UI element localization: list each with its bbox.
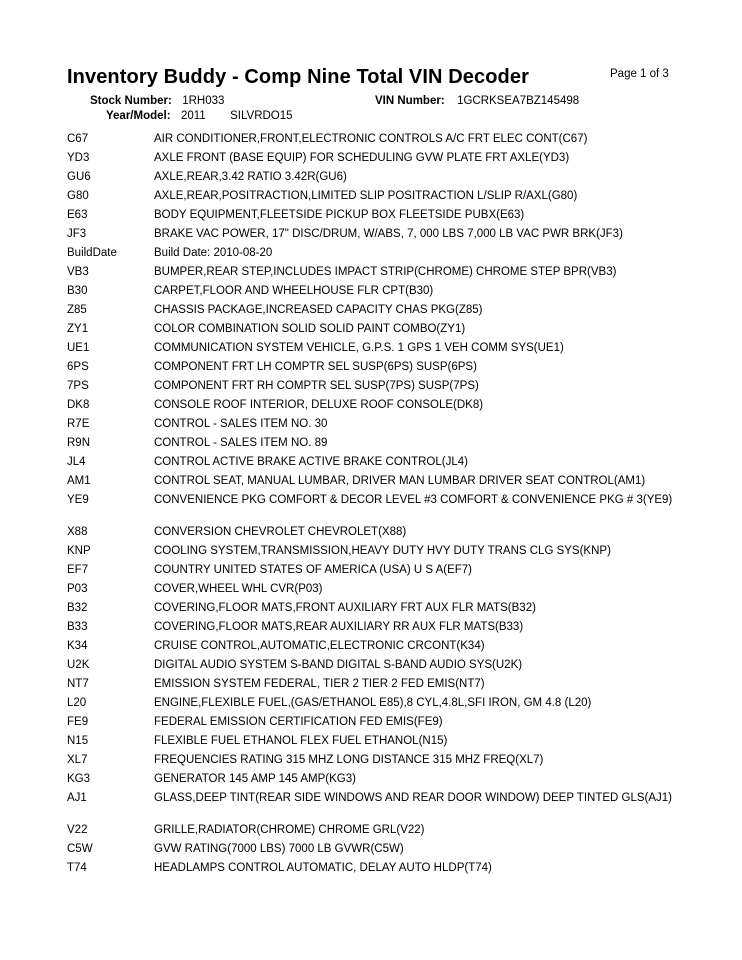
option-code: VB3: [67, 266, 89, 278]
option-code: ZY1: [67, 323, 89, 335]
option-description: CONSOLE ROOF INTERIOR, DELUXE ROOF CONSOLE(DK8): [154, 399, 484, 411]
option-description: ENGINE,FLEXIBLE FUEL,(GAS/ETHANOL E85),8 CYL,4.8L,SFI IRON, GM 4.8 (L20): [154, 697, 592, 709]
option-code: C67: [67, 133, 89, 145]
option-description: BUMPER,REAR STEP,INCLUDES IMPACT STRIP(CHROME) CHROME STEP BPR(VB3): [154, 266, 617, 278]
option-code: E63: [67, 209, 88, 221]
option-code: T74: [67, 862, 87, 874]
option-code: JF3: [67, 228, 87, 240]
option-code: DK8: [67, 399, 90, 411]
stock-number-value: 1RH033: [182, 95, 225, 107]
option-description: EMISSION SYSTEM FEDERAL, TIER 2 TIER 2 FED EMIS(NT7): [154, 678, 485, 690]
option-description: AXLE,REAR,POSITRACTION,LIMITED SLIP POSITRACTION L/SLIP R/AXL(G80): [154, 190, 578, 202]
option-code: B32: [67, 602, 88, 614]
option-row: [67, 456, 677, 475]
option-row: [67, 843, 677, 862]
option-row: [67, 228, 677, 247]
option-row: [67, 583, 677, 602]
option-description: CONTROL - SALES ITEM NO. 89: [154, 437, 328, 449]
option-row: [67, 792, 677, 824]
option-row: [67, 285, 677, 304]
option-row: [67, 602, 677, 621]
option-description: CRUISE CONTROL,AUTOMATIC,ELECTRONIC CRCONT(K34): [154, 640, 485, 652]
option-row: [67, 190, 677, 209]
page-title: Inventory Buddy - Comp Nine Total VIN Decoder: [67, 66, 529, 88]
option-code: EF7: [67, 564, 89, 576]
option-code: JL4: [67, 456, 86, 468]
option-row: [67, 494, 677, 526]
option-code: X88: [67, 526, 88, 538]
year-value: 2011: [180, 110, 206, 122]
option-description: CHASSIS PACKAGE,INCREASED CAPACITY CHAS PKG(Z85): [154, 304, 483, 316]
option-row: [67, 526, 677, 545]
option-code: L20: [67, 697, 87, 709]
option-description: GRILLE,RADIATOR(CHROME) CHROME GRL(V22): [154, 824, 425, 836]
option-row: [67, 361, 677, 380]
option-description: COOLING SYSTEM,TRANSMISSION,HEAVY DUTY HVY DUTY TRANS CLG SYS(KNP): [154, 545, 611, 557]
option-row: [67, 754, 677, 773]
option-code: AM1: [67, 475, 91, 487]
option-row: [67, 209, 677, 228]
option-description: COUNTRY UNITED STATES OF AMERICA (USA) U S A(EF7): [154, 564, 472, 576]
option-row: [67, 304, 677, 323]
option-row: [67, 342, 677, 361]
option-description: CONTROL - SALES ITEM NO. 30: [154, 418, 328, 430]
option-row: [67, 475, 677, 494]
option-code: P03: [67, 583, 88, 595]
option-row: [67, 266, 677, 285]
option-code: BuildDate: [67, 247, 117, 259]
option-description: FEDERAL EMISSION CERTIFICATION FED EMIS(FE9): [154, 716, 443, 728]
option-code: V22: [67, 824, 88, 836]
option-row: [67, 773, 677, 792]
option-description: GLASS,DEEP TINT(REAR SIDE WINDOWS AND REAR DOOR WINDOW) DEEP TINTED GLS(AJ1): [154, 792, 672, 804]
model-value: SILVRDO15: [230, 110, 293, 122]
option-row: [67, 621, 677, 640]
option-row: [67, 678, 677, 697]
year-model-field: [106, 110, 293, 122]
option-code: KNP: [67, 545, 91, 557]
option-code: U2K: [67, 659, 90, 671]
option-description: AXLE FRONT (BASE EQUIP) FOR SCHEDULING GVW PLATE FRT AXLE(YD3): [154, 152, 570, 164]
option-description: COVERING,FLOOR MATS,FRONT AUXILIARY FRT AUX FLR MATS(B32): [154, 602, 536, 614]
option-code: G80: [67, 190, 89, 202]
option-row: [67, 171, 677, 190]
option-description: HEADLAMPS CONTROL AUTOMATIC, DELAY AUTO HLDP(T74): [154, 862, 492, 874]
option-description: CONVERSION CHEVROLET CHEVROLET(X88): [154, 526, 407, 538]
option-description: COMMUNICATION SYSTEM VEHICLE, G.P.S. 1 GPS 1 VEH COMM SYS(UE1): [154, 342, 564, 354]
option-row: [67, 659, 677, 678]
option-row: [67, 323, 677, 342]
option-code: C5W: [67, 843, 93, 855]
vin-number-label: VIN Number:: [375, 95, 445, 107]
option-row: [67, 133, 677, 152]
page-number: Page 1 of 3: [610, 68, 669, 80]
option-row: [67, 545, 677, 564]
option-row: [67, 640, 677, 659]
option-row: [67, 380, 677, 399]
option-description: BRAKE VAC POWER, 17" DISC/DRUM, W/ABS, 7, 000 LBS 7,000 LB VAC PWR BRK(JF3): [154, 228, 623, 240]
option-code-list: [67, 133, 677, 881]
option-description: COVER,WHEEL WHL CVR(P03): [154, 583, 323, 595]
vin-number-value: 1GCRKSEA7BZ145498: [457, 95, 580, 107]
year-model-label: Year/Model:: [106, 110, 171, 122]
option-description: COMPONENT FRT RH COMPTR SEL SUSP(7PS) SUSP(7PS): [154, 380, 479, 392]
option-code: R7E: [67, 418, 90, 430]
option-code: B33: [67, 621, 88, 633]
option-description: CONTROL ACTIVE BRAKE ACTIVE BRAKE CONTROL(JL4): [154, 456, 468, 468]
option-description: AXLE,REAR,3.42 RATIO 3.42R(GU6): [154, 171, 347, 183]
vin-number-field: [375, 95, 579, 107]
option-code: GU6: [67, 171, 91, 183]
option-row: [67, 697, 677, 716]
option-code: FE9: [67, 716, 89, 728]
option-code: YE9: [67, 494, 89, 506]
option-code: R9N: [67, 437, 91, 449]
option-code: YD3: [67, 152, 90, 164]
option-row: [67, 735, 677, 754]
option-row: [67, 862, 677, 881]
option-row: [67, 418, 677, 437]
stock-number-field: [90, 95, 224, 107]
option-code: 6PS: [67, 361, 89, 373]
option-code: 7PS: [67, 380, 89, 392]
option-code: UE1: [67, 342, 90, 354]
option-row: [67, 824, 677, 843]
option-description: COMPONENT FRT LH COMPTR SEL SUSP(6PS) SUSP(6PS): [154, 361, 477, 373]
option-code: K34: [67, 640, 88, 652]
option-code: KG3: [67, 773, 91, 785]
option-description: AIR CONDITIONER,FRONT,ELECTRONIC CONTROLS A/C FRT ELEC CONT(C67): [154, 133, 588, 145]
option-description: DIGITAL AUDIO SYSTEM S-BAND DIGITAL S-BAND AUDIO SYS(U2K): [154, 659, 523, 671]
option-row: [67, 152, 677, 171]
option-description: BODY EQUIPMENT,FLEETSIDE PICKUP BOX FLEETSIDE PUBX(E63): [154, 209, 525, 221]
option-description: CONVENIENCE PKG COMFORT & DECOR LEVEL #3 COMFORT & CONVENIENCE PKG # 3(YE9): [154, 494, 673, 506]
option-row: [67, 437, 677, 456]
option-code: XL7: [67, 754, 88, 766]
option-row: [67, 399, 677, 418]
stock-number-label: Stock Number:: [90, 95, 172, 107]
option-code: NT7: [67, 678, 89, 690]
option-row: [67, 247, 677, 266]
option-code: Z85: [67, 304, 87, 316]
option-row: [67, 564, 677, 583]
option-code: N15: [67, 735, 89, 747]
option-description: CARPET,FLOOR AND WHEELHOUSE FLR CPT(B30): [154, 285, 434, 297]
option-description: CONTROL SEAT, MANUAL LUMBAR, DRIVER MAN LUMBAR DRIVER SEAT CONTROL(AM1): [154, 475, 646, 487]
option-description: FREQUENCIES RATING 315 MHZ LONG DISTANCE 315 MHZ FREQ(XL7): [154, 754, 544, 766]
option-description: GVW RATING(7000 LBS) 7000 LB GVWR(C5W): [154, 843, 404, 855]
option-description: COLOR COMBINATION SOLID SOLID PAINT COMBO(ZY1): [154, 323, 466, 335]
option-row: [67, 716, 677, 735]
option-description: FLEXIBLE FUEL ETHANOL FLEX FUEL ETHANOL(N15): [154, 735, 448, 747]
option-code: AJ1: [67, 792, 87, 804]
option-code: B30: [67, 285, 88, 297]
option-description: GENERATOR 145 AMP 145 AMP(KG3): [154, 773, 356, 785]
option-description: Build Date: 2010-08-20: [154, 247, 273, 259]
option-description: COVERING,FLOOR MATS,REAR AUXILIARY RR AUX FLR MATS(B33): [154, 621, 524, 633]
